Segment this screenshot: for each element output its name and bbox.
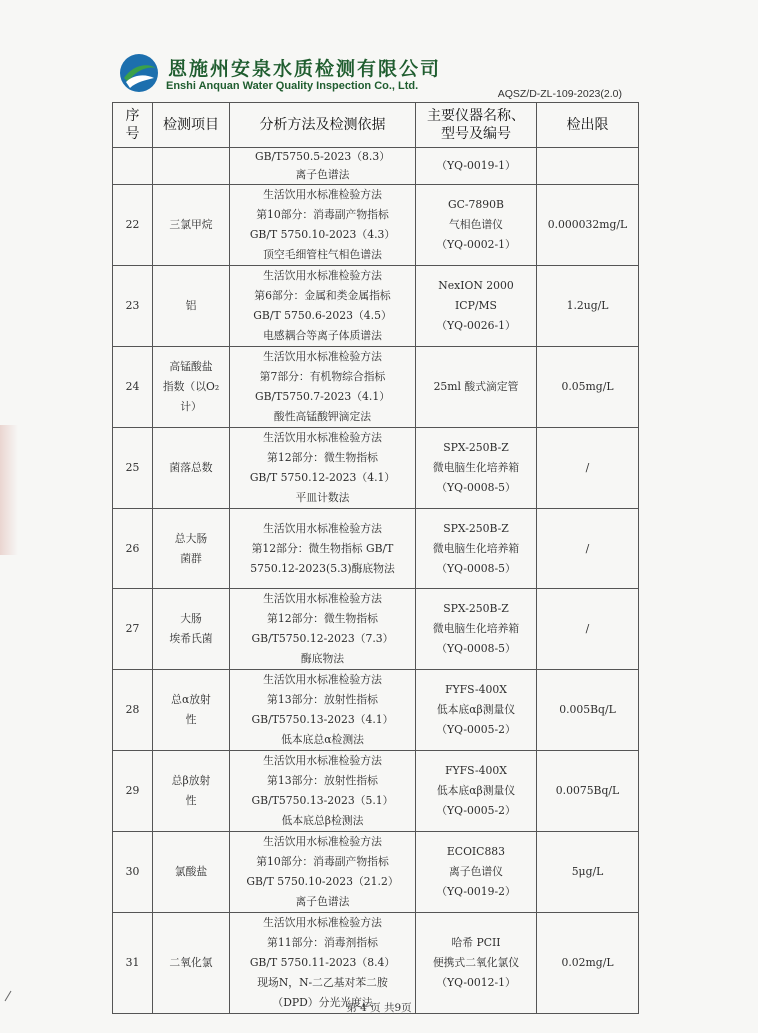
cell-line: 生活饮用水标准检验方法 [263,188,382,201]
cell-line: 生活饮用水标准检验方法 [263,431,382,444]
table-row [113,751,639,832]
cell-limit: 0.005Bq/L [537,670,639,751]
cell-line: 微电脑生化培养箱 [432,622,520,635]
cell-line: 电感耦合等离子体质谱法 [263,329,382,342]
cell-instrument [416,670,537,751]
cell-line: （YQ-0019-1） [436,159,516,172]
cell-line: GB/T 5750.12-2023（4.1） [249,471,396,484]
cell-item [153,589,230,670]
cell-line: 计） [180,400,202,413]
cell-item [153,670,230,751]
cell-line: 平皿计数法 [295,491,350,504]
cell-line: 顶空毛细管柱气相色谱法 [263,248,382,261]
cell-line: 第11部分：消毒剂指标 [267,936,378,949]
cell-line: 第12部分：微生物指标 [267,612,378,625]
cell-instrument [416,428,537,509]
header-limit: 检出限 [537,103,639,148]
cell-line: 生活饮用水标准检验方法 [263,521,382,535]
cell-no: 27 [113,589,153,670]
cell-line: 号 [125,126,140,142]
cell-line: 指数（以O₂ [162,380,220,393]
cell-line: 二氧化氯 [169,956,213,969]
cell-limit [537,148,639,185]
cell-item [153,428,230,509]
cell-line: 铝 [185,299,197,312]
cell-line: 微电脑生化培养箱 [432,541,520,555]
cell-line: SPX-250B-Z [443,441,509,454]
cell-line: 氯酸盐 [174,865,208,878]
cell-line: （YQ-0012-1） [436,976,516,989]
cell-no: 25 [113,428,153,509]
company-logo-icon [118,52,160,94]
cell-line: 大肠 [180,612,202,625]
cell-line: 高锰酸盐 [169,360,213,373]
test-method-table [112,102,639,1014]
cell-line: SPX-250B-Z [443,602,509,615]
table-row [113,266,639,347]
cell-line: 总大肠 [174,531,208,545]
cell-line: 离子色谱法 [295,168,350,181]
cell-line: 离子色谱法 [295,895,350,908]
cell-line: 现场N，N-二乙基对苯二胺 [257,976,388,989]
page-number: 第 4 页 共9页 [346,1002,412,1014]
cell-line: ICP/MS [455,299,497,312]
cell-line: 第10部分：消毒副产物指标 [256,208,389,221]
table-row [113,589,639,670]
table-row [113,185,639,266]
cell-instrument [416,148,537,185]
cell-line: 便携式二氧化氯仪 [432,956,520,969]
cell-line: 菌落总数 [169,461,213,474]
table-row [113,347,639,428]
cell-line: 第12部分：微生物指标 [267,451,378,464]
table-row [113,913,639,1014]
cell-line: 性 [185,713,197,726]
cell-line: 生活饮用水标准检验方法 [263,592,382,605]
cell-item [153,148,230,185]
cell-line: 酶底物法 [300,652,345,665]
cell-line: 离子色谱仪 [449,865,503,878]
cell-instrument [416,913,537,1014]
cell-line: 主要仪器名称、 [427,108,525,124]
cell-no: 24 [113,347,153,428]
header-method: 分析方法及检测依据 [230,103,416,148]
cell-line: 第13部分：放射性指标 [267,693,378,706]
cell-instrument [416,185,537,266]
cell-line: GC-7890B [448,198,504,211]
cell-limit: 1.2ug/L [537,266,639,347]
cell-line: （YQ-0005-2） [436,804,516,817]
cell-line: 低本底总α检测法 [281,733,364,746]
header-instrument [416,103,537,148]
cell-item [153,509,230,589]
cell-line: 生活饮用水标准检验方法 [263,673,382,686]
cell-line: （YQ-0019-2） [436,885,516,898]
cell-line: 第12部分：微生物指标 GB/T [251,541,394,555]
table-row [113,428,639,509]
cell-line: 序 [125,108,140,124]
cell-limit: 0.02mg/L [537,913,639,1014]
cell-method [230,751,416,832]
cell-item [153,185,230,266]
cell-instrument [416,832,537,913]
cell-line: （YQ-0008-5） [436,481,516,494]
cell-line: 25ml 酸式滴定管 [433,380,519,393]
cell-line: FYFS-400X [445,683,507,696]
cell-instrument [416,509,537,589]
cell-item [153,751,230,832]
cell-line: GB/T 5750.11-2023（8.4） [249,956,396,969]
cell-limit: 5μg/L [537,832,639,913]
cell-line: 埃希氏菌 [169,632,213,645]
cell-line: 低本底总β检测法 [281,814,364,827]
cell-limit: 0.000032mg/L [537,185,639,266]
header-no [113,103,153,148]
table-row-continuation [113,148,639,185]
cell-line: NexION 2000 [438,279,514,292]
cell-line: （YQ-0008-5） [436,561,516,575]
cell-no: 30 [113,832,153,913]
company-name-cn: 恩施州安泉水质检测有限公司 [168,58,442,80]
cell-line: 第6部分：金属和类金属指标 [254,289,391,302]
cell-no: 23 [113,266,153,347]
cell-line: 第13部分：放射性指标 [267,774,378,787]
cell-method [230,266,416,347]
cell-line: 生活饮用水标准检验方法 [263,269,382,282]
cell-line: GB/T 5750.10-2023（21.2） [246,875,399,888]
table-row [113,509,639,589]
cell-method [230,428,416,509]
cell-line: 生活饮用水标准检验方法 [263,835,382,848]
cell-line: 5750.12-2023(5.3)酶底物法 [250,561,395,575]
header-item: 检测项目 [153,103,230,148]
cell-instrument [416,751,537,832]
cell-line: GB/T5750.7-2023（4.1） [254,390,391,403]
cell-line: （DPD）分光光度法 [272,996,373,1009]
cell-no [113,148,153,185]
cell-item [153,913,230,1014]
cell-no: 31 [113,913,153,1014]
cell-line: 型号及编号 [441,126,511,142]
table-header-row [113,103,639,148]
cell-line: GB/T 5750.6-2023（4.5） [253,309,392,322]
cell-line: ECOIC883 [446,845,506,858]
cell-limit: 0.05mg/L [537,347,639,428]
cell-method [230,148,416,185]
cell-item [153,832,230,913]
cell-method [230,913,416,1014]
cell-no: 28 [113,670,153,751]
cell-limit: / [537,509,639,589]
cell-limit: / [537,589,639,670]
cell-line: GB/T5750.5-2023（8.3） [254,150,391,163]
company-name-en: Enshi Anquan Water Quality Inspection Co., Ltd. [166,80,419,92]
cell-line: GB/T5750.13-2023（4.1） [251,713,394,726]
cell-instrument [416,266,537,347]
cell-line: 生活饮用水标准检验方法 [263,916,382,929]
cell-line: 第10部分：消毒副产物指标 [256,855,389,868]
cell-no: 22 [113,185,153,266]
table-row [113,832,639,913]
cell-line: 生活饮用水标准检验方法 [263,350,382,363]
cell-line: 气相色谱仪 [449,218,503,231]
cell-line: （YQ-0026-1） [436,319,516,332]
cell-item [153,266,230,347]
cell-method [230,832,416,913]
cell-method [230,670,416,751]
cell-line: （YQ-0002-1） [436,238,516,251]
cell-line: 微电脑生化培养箱 [432,461,520,474]
cell-method [230,509,416,589]
cell-line: GB/T5750.12-2023（7.3） [251,632,394,645]
cell-line: 菌群 [180,551,202,565]
cell-line: 低本底αβ测量仪 [436,784,516,797]
paper-stain [0,425,18,555]
cell-line: 酸性高锰酸钾滴定法 [273,410,372,423]
cell-method [230,347,416,428]
margin-mark-icon [3,990,13,1002]
cell-line: 低本底αβ测量仪 [436,703,516,716]
cell-no: 26 [113,509,153,589]
cell-line: GB/T5750.13-2023（5.1） [251,794,394,807]
cell-item [153,347,230,428]
cell-line: （YQ-0005-2） [436,723,516,736]
cell-no: 29 [113,751,153,832]
cell-instrument [416,347,537,428]
cell-limit: 0.0075Bq/L [537,751,639,832]
cell-line: 第7部分：有机物综合指标 [259,370,386,383]
cell-line: 哈希 PCII [451,936,501,949]
cell-line: SPX-250B-Z [443,521,509,535]
cell-line: （YQ-0008-5） [436,642,516,655]
table-row [113,670,639,751]
cell-limit: / [537,428,639,509]
cell-instrument [416,589,537,670]
cell-line: 生活饮用水标准检验方法 [263,754,382,767]
cell-line: FYFS-400X [445,764,507,777]
cell-method [230,589,416,670]
cell-line: 总β放射 [171,774,211,787]
cell-line: GB/T 5750.10-2023（4.3） [249,228,396,241]
cell-line: 三氯甲烷 [169,218,213,231]
cell-line: 总α放射 [171,693,211,706]
cell-line: 性 [185,794,197,807]
document-code: AQSZ/D-ZL-109-2023(2.0) [497,88,622,100]
cell-method [230,185,416,266]
